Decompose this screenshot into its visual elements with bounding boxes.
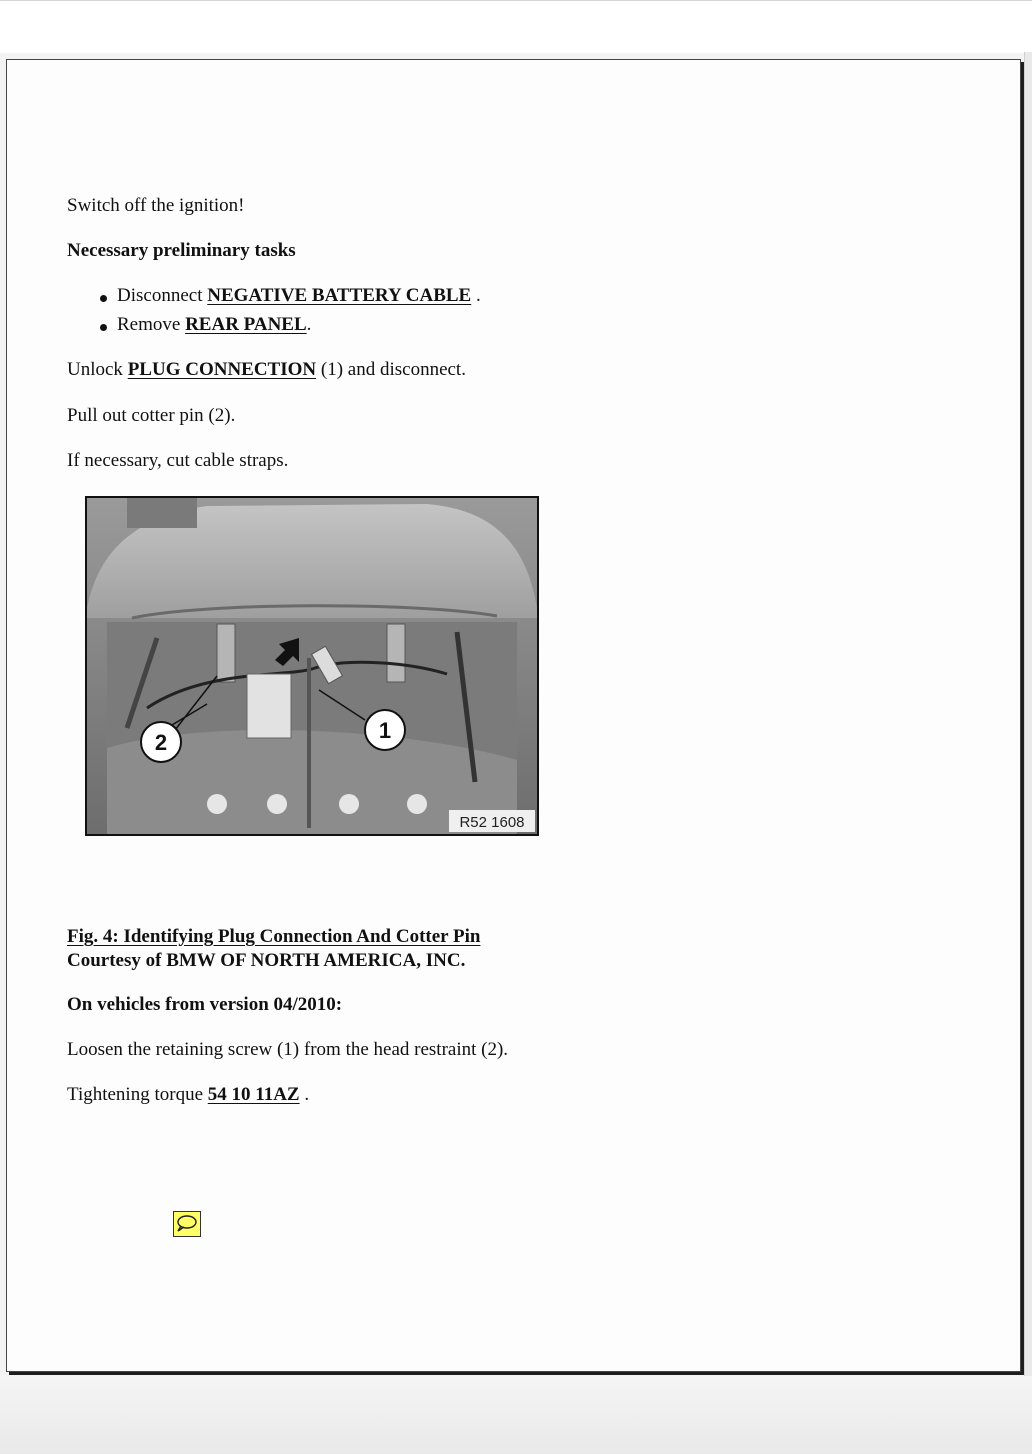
loosen-screw-step: Loosen the retaining screw (1) from the head restraint (2). — [67, 1039, 509, 1060]
preliminary-heading: Necessary preliminary tasks — [67, 240, 296, 261]
comment-icon[interactable] — [173, 1211, 201, 1237]
torque-prefix: Tightening torque — [67, 1084, 208, 1105]
rear-panel-link[interactable]: REAR PANEL — [185, 314, 307, 335]
preliminary-task-list — [67, 284, 481, 342]
negative-battery-cable-link[interactable]: NEGATIVE BATTERY CABLE — [207, 285, 472, 306]
figure-reference-label: R52 1608 — [459, 814, 525, 831]
callout-1-label: 1 — [378, 718, 392, 743]
list-item — [67, 313, 481, 342]
torque-spec-link[interactable]: 54 10 11AZ — [207, 1084, 300, 1105]
document-page — [6, 59, 1021, 1372]
task-suffix: . — [471, 285, 481, 306]
unlock-step — [67, 358, 466, 382]
torque-step — [67, 1083, 309, 1107]
intro-text: Switch off the ignition! — [67, 195, 245, 216]
viewer-top-strip — [0, 0, 1032, 53]
list-item — [67, 284, 481, 313]
cable-straps-step: If necessary, cut cable straps. — [67, 450, 289, 471]
figure-4-image — [85, 496, 539, 836]
plug-connection-link[interactable]: PLUG CONNECTION — [127, 359, 317, 380]
torque-suffix: . — [299, 1084, 310, 1105]
seat-backrest-illustration — [87, 498, 537, 834]
task-suffix: . — [306, 314, 312, 335]
callout-2-label: 2 — [154, 730, 168, 755]
unlock-suffix: (1) and disconnect. — [316, 359, 466, 380]
task-prefix: Remove — [117, 314, 186, 335]
unlock-prefix: Unlock — [67, 359, 128, 380]
viewer-scroll-edge — [1024, 52, 1032, 1376]
speech-bubble-icon — [174, 1212, 199, 1235]
figure-courtesy: Courtesy of BMW OF NORTH AMERICA, INC. — [67, 950, 466, 971]
viewer-bottom-strip — [0, 1376, 1032, 1454]
cotter-pin-step: Pull out cotter pin (2). — [67, 405, 236, 426]
figure-caption — [67, 925, 480, 973]
figure-4-caption-link[interactable]: Fig. 4: Identifying Plug Connection And Cotter Pin — [67, 926, 481, 947]
task-prefix: Disconnect — [117, 285, 208, 306]
version-heading: On vehicles from version 04/2010: — [67, 994, 343, 1015]
